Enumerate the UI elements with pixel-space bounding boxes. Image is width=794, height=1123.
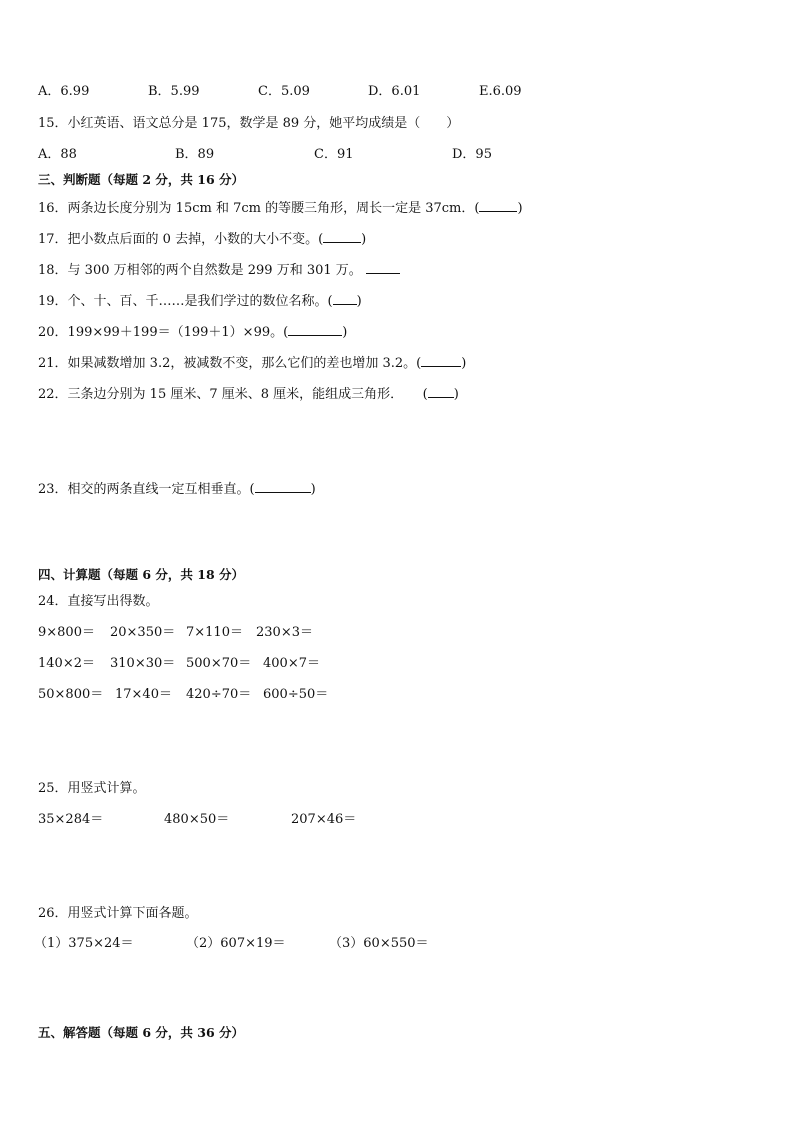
math-item: 600÷50＝ — [263, 687, 329, 702]
math-item: 17×40＝ — [115, 687, 172, 702]
section-3-title: 三、判断题（每题 2 分，共 16 分） — [38, 172, 245, 187]
question-21 — [38, 354, 466, 372]
question-25-prompt: 25．用竖式计算。 — [38, 781, 146, 796]
question-21-close: ) — [461, 356, 467, 371]
math-item: 50×800＝ — [38, 687, 104, 702]
math-item: 400×7＝ — [263, 656, 320, 671]
section-5-title: 五、解答题（每题 6 分，共 36 分） — [38, 1025, 245, 1040]
question-23 — [38, 480, 316, 498]
q15-option-a: A．88 — [38, 147, 77, 162]
question-21-text: 21．如果减数增加 3.2，被减数不变，那么它们的差也增加 3.2。( — [38, 356, 422, 371]
calc-item: （3）60×550＝ — [329, 936, 429, 951]
question-17-close: ) — [361, 232, 367, 247]
question-19-close: ) — [356, 294, 362, 309]
answer-blank[interactable] — [288, 323, 342, 336]
q14-option-b: B．5.99 — [148, 84, 200, 99]
question-20-text: 20．199×99＋199＝（199＋1）×99。( — [38, 325, 289, 340]
q14-option-a: A．6.99 — [38, 84, 90, 99]
answer-blank[interactable] — [255, 480, 311, 493]
question-17-text: 17．把小数点后面的 0 去掉，小数的大小不变。( — [38, 232, 324, 247]
calc-item: （2）607×19＝ — [186, 936, 286, 951]
question-18-text: 18．与 300 万相邻的两个自然数是 299 万和 301 万。 — [38, 263, 362, 278]
question-24-prompt: 24．直接写出得数。 — [38, 594, 159, 609]
question-17 — [38, 230, 366, 248]
question-20 — [38, 323, 347, 341]
answer-blank[interactable] — [421, 354, 461, 367]
answer-blank[interactable] — [333, 292, 357, 305]
q14-option-c: C．5.09 — [258, 84, 310, 99]
q14-option-d: D．6.01 — [368, 84, 421, 99]
math-item: 9×800＝ — [38, 625, 95, 640]
q15-option-d: D．95 — [452, 147, 492, 162]
answer-blank[interactable] — [323, 230, 361, 243]
question-20-close: ) — [342, 325, 348, 340]
question-22-close: ) — [453, 387, 459, 402]
question-22-text: 22．三条边分别为 15 厘米、7 厘米、8 厘米，能组成三角形． ( — [38, 387, 428, 402]
q15-option-b: B．89 — [175, 147, 215, 162]
math-item: 20×350＝ — [110, 625, 176, 640]
math-item: 140×2＝ — [38, 656, 95, 671]
math-item: 7×110＝ — [186, 625, 243, 640]
question-18 — [38, 261, 400, 279]
math-item: 500×70＝ — [186, 656, 252, 671]
answer-blank[interactable] — [479, 199, 517, 212]
question-16-close: ) — [517, 201, 523, 216]
calc-item: 207×46＝ — [291, 812, 357, 827]
question-23-close: ) — [310, 482, 316, 497]
math-item: 420÷70＝ — [186, 687, 252, 702]
question-22 — [38, 385, 459, 403]
q15-text: 15．小红英语、语文总分是 175，数学是 89 分，她平均成绩是（ ） — [38, 116, 460, 131]
question-19-text: 19．个、十、百、千……是我们学过的数位名称。( — [38, 294, 333, 309]
question-19 — [38, 292, 362, 310]
math-item: 310×30＝ — [110, 656, 176, 671]
section-4-title: 四、计算题（每题 6 分，共 18 分） — [38, 567, 245, 582]
calc-item: （1）375×24＝ — [34, 936, 134, 951]
question-16-text: 16．两条边长度分别为 15cm 和 7cm 的等腰三角形，周长一定是 37cm．( — [38, 201, 480, 216]
answer-blank[interactable] — [428, 385, 454, 398]
calc-item: 35×284＝ — [38, 812, 104, 827]
answer-blank[interactable] — [366, 261, 400, 274]
question-26-prompt: 26．用竖式计算下面各题。 — [38, 906, 198, 921]
calc-item: 480×50＝ — [164, 812, 230, 827]
q14-option-e: E.6.09 — [479, 84, 522, 99]
question-16 — [38, 199, 523, 217]
q15-option-c: C．91 — [314, 147, 354, 162]
question-23-text: 23．相交的两条直线一定互相垂直。( — [38, 482, 255, 497]
math-item: 230×3＝ — [256, 625, 313, 640]
